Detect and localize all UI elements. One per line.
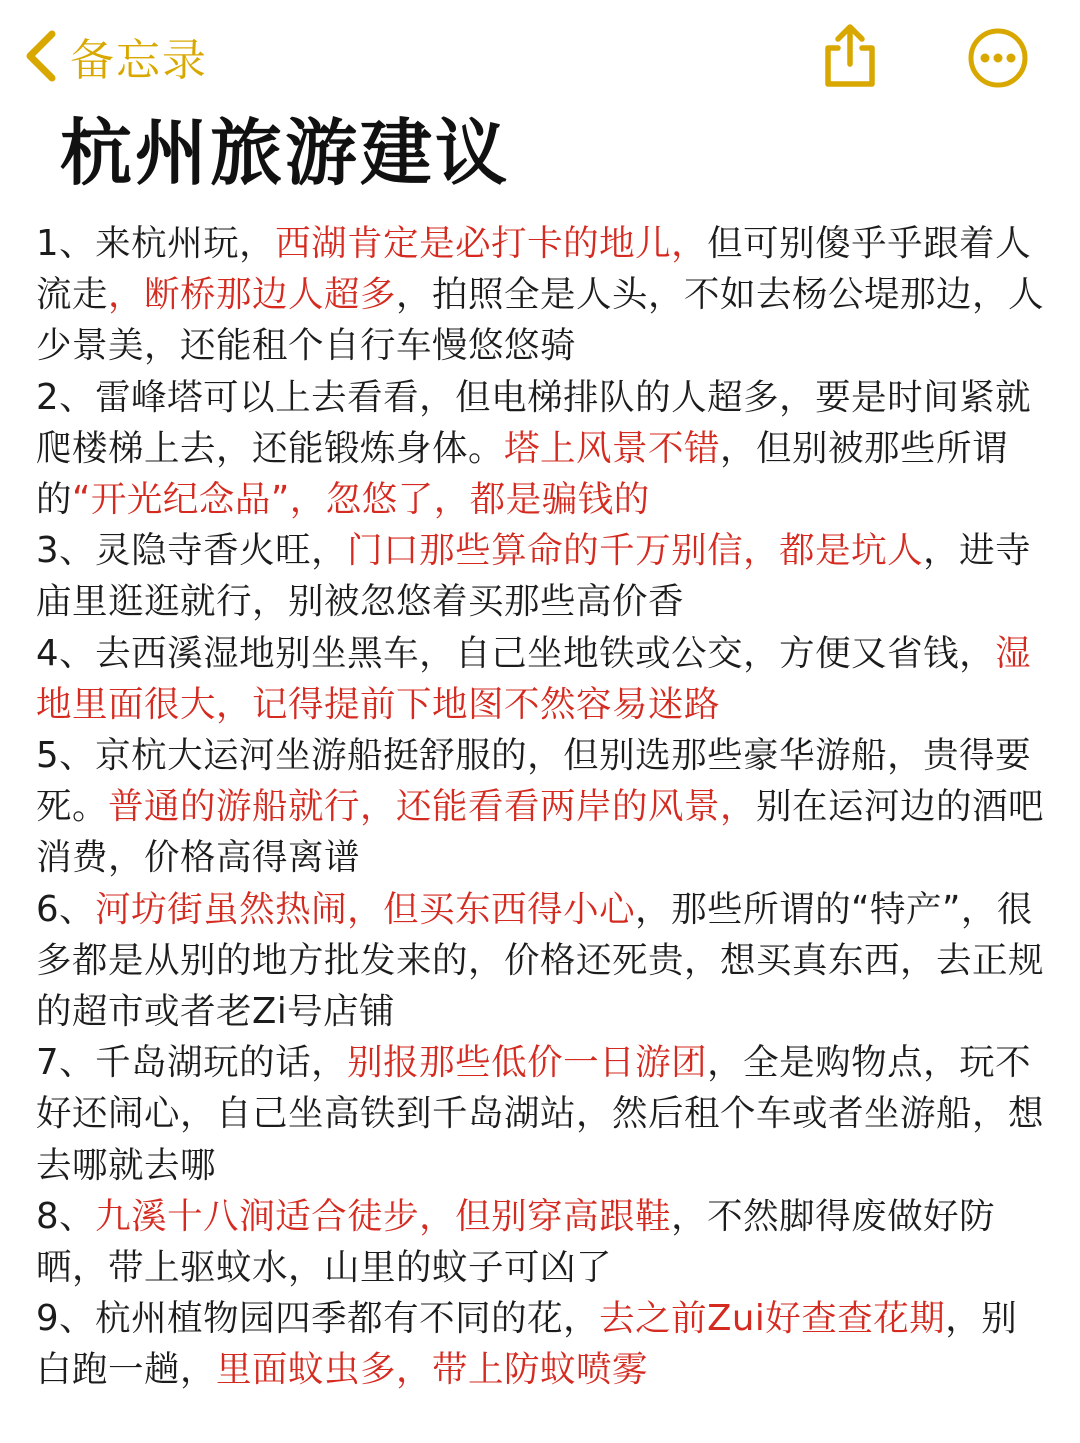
ellipsis-circle-icon <box>966 26 1030 90</box>
tip-paragraph <box>36 372 1046 526</box>
tip-text: 8、 <box>36 1195 96 1237</box>
note-body[interactable] <box>36 218 1046 1396</box>
tip-paragraph <box>36 1293 1046 1395</box>
tip-text: ，全是购物点，玩不好还闹心，自己坐高铁到千岛湖站，然后租个车或者坐游船，想去哪就去哪 <box>36 1042 1045 1186</box>
tip-text: ，那些所谓的“特产”，很多都是从别的地方批发来的，价格还死贵，想买真东西，去正规的超市或者老Zi号店铺 <box>36 888 1045 1033</box>
back-button[interactable] <box>22 26 208 86</box>
highlighted-text: 别报那些低价一日游团 <box>347 1042 708 1084</box>
tip-text: 3、灵隐寺香火旺， <box>36 530 348 572</box>
tip-text: 4、去西溪湿地别坐黑车，自己坐地铁或公交，方便又省钱， <box>36 632 996 674</box>
chevron-left-icon <box>22 28 62 84</box>
more-button[interactable] <box>966 26 1030 94</box>
tip-text: 但可别傻乎乎跟着人流走 <box>36 223 1032 316</box>
tip-text: 6、 <box>36 888 96 930</box>
tip-text: ，进寺庙里逛逛就行，别被忽悠着买那些高价香 <box>36 530 1032 623</box>
highlighted-text: 塔上风景不错 <box>504 427 721 469</box>
tip-text: 7、千岛湖玩的话， <box>36 1042 348 1084</box>
highlighted-text: 河坊街虽然热闹，但买东西得小心 <box>95 888 636 930</box>
tip-paragraph <box>36 730 1046 884</box>
navigation-bar <box>0 0 1080 110</box>
highlighted-text: ，断桥那边人超多 <box>108 274 397 316</box>
note-title: 杭州旅游建议 <box>60 111 511 195</box>
highlighted-text: “开光纪念品”，忽悠了，都是骗钱的 <box>72 479 650 521</box>
tip-text: 5、京杭大运河坐游船挺舒服的，但别选那些豪华游船，贵得要死。 <box>36 735 1032 828</box>
tip-paragraph <box>36 525 1046 627</box>
tip-text: 9、杭州植物园四季都有不同的花， <box>36 1298 600 1340</box>
tip-paragraph <box>36 628 1046 730</box>
tip-text: ，但别被那些所谓的 <box>36 427 1009 521</box>
tip-paragraph <box>36 1191 1046 1293</box>
tip-paragraph <box>36 1037 1046 1191</box>
tip-text: 2、雷峰塔可以上去看看，但电梯排队的人超多，要是时间紧就爬楼梯上去，还能锻炼身体。 <box>36 376 1032 469</box>
highlighted-text: 去之前Zui好查查花期 <box>599 1298 946 1340</box>
share-button[interactable] <box>818 22 882 94</box>
tip-paragraph <box>36 884 1046 1038</box>
share-icon <box>818 22 882 90</box>
highlighted-text: 普通的游船就行，还能看看两岸的风景， <box>108 786 757 828</box>
highlighted-text: 九溪十八涧适合徒步，但别穿高跟鞋 <box>95 1195 672 1237</box>
highlighted-text: 湿地里面很大，记得提前下地图不然容易迷路 <box>36 632 1032 725</box>
highlighted-text: 西湖肯定是必打卡的地儿， <box>275 223 708 264</box>
highlighted-text: 门口那些算命的千万别信，都是坑人 <box>347 530 924 572</box>
tip-text: ，别白跑一趟， <box>36 1298 1018 1391</box>
tip-text: 1、来杭州玩， <box>36 223 276 264</box>
tip-text: ，拍照全是人头，不如去杨公堤那边，人少景美，还能租个自行车慢悠悠骑 <box>36 274 1045 367</box>
tip-text: 别在运河边的酒吧消费，价格高得离谱 <box>36 786 1045 879</box>
tip-paragraph <box>36 218 1046 372</box>
back-label: 备忘录 <box>70 35 208 86</box>
tip-text: ，不然脚得废做好防晒，带上驱蚊水，山里的蚊子可凶了 <box>36 1195 996 1289</box>
highlighted-text: 里面蚊虫多，带上防蚊喷雾 <box>216 1349 649 1391</box>
